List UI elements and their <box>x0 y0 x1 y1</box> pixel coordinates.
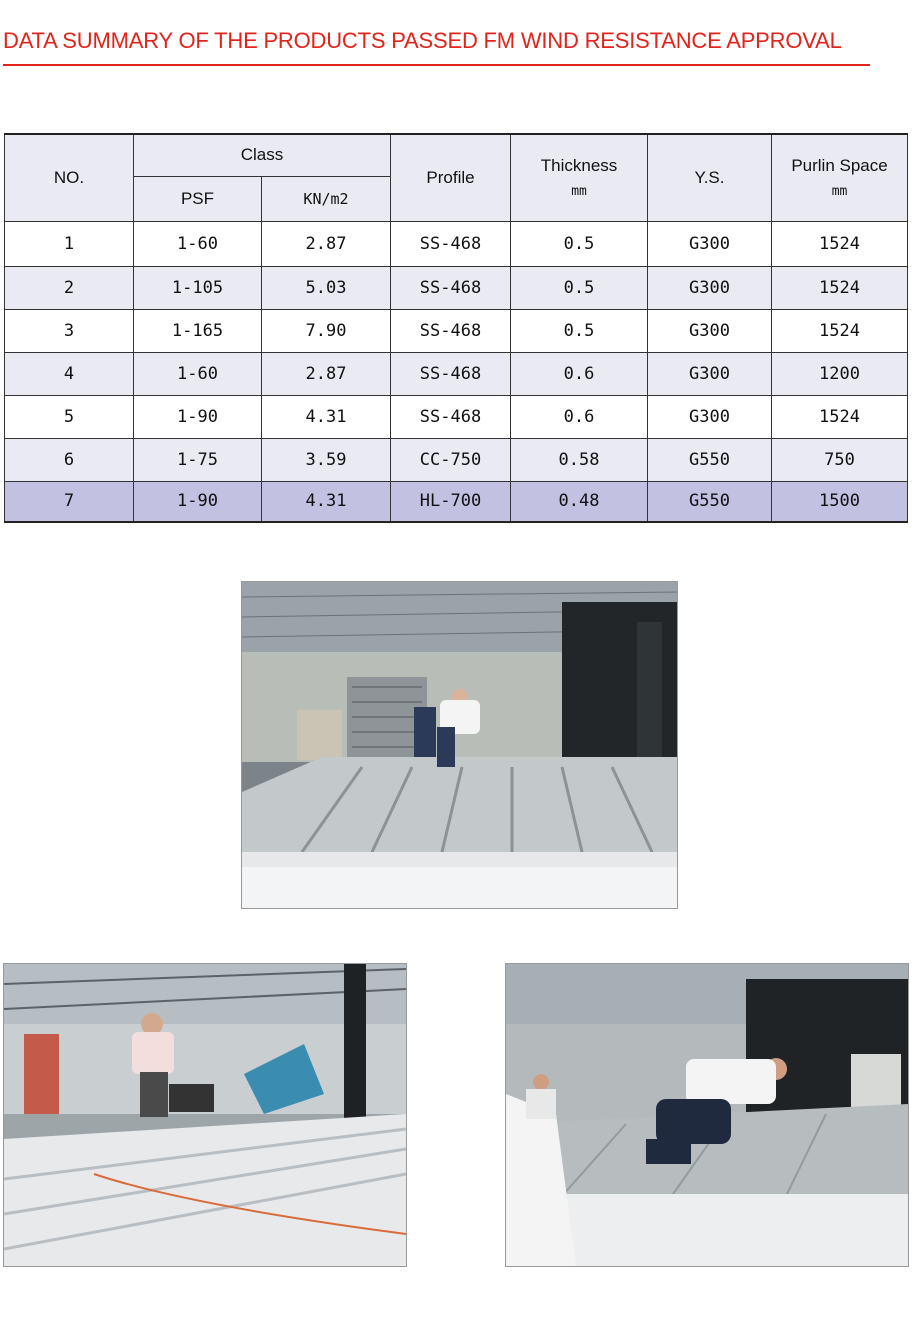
cell-thickness: 0.6 <box>511 395 648 438</box>
cell-kn: 4.31 <box>262 481 391 522</box>
header-profile: Profile <box>391 134 511 221</box>
panel-seaming-photo <box>3 963 407 1267</box>
cell-thickness: 0.6 <box>511 352 648 395</box>
cell-ys: G300 <box>648 309 772 352</box>
cell-purlin: 1524 <box>772 221 908 266</box>
cell-ys: G300 <box>648 266 772 309</box>
table-row <box>5 309 908 352</box>
header-kn: KN/m2 <box>262 176 391 221</box>
cell-no: 4 <box>5 352 134 395</box>
cell-no: 7 <box>5 481 134 522</box>
cell-purlin: 750 <box>772 438 908 481</box>
cell-profile: SS-468 <box>391 395 511 438</box>
cell-psf: 1-60 <box>134 352 262 395</box>
cell-purlin: 1524 <box>772 395 908 438</box>
table-row <box>5 352 908 395</box>
cell-kn: 2.87 <box>262 352 391 395</box>
cell-ys: G550 <box>648 481 772 522</box>
header-thickness-label: Thickness <box>540 156 618 176</box>
cell-psf: 1-60 <box>134 221 262 266</box>
header-purlin-label: Purlin Space <box>791 156 888 176</box>
cell-kn: 4.31 <box>262 395 391 438</box>
wind-resistance-table <box>4 133 908 523</box>
panel-seaming-image <box>4 964 406 1266</box>
header-thickness-unit: mm <box>571 184 587 200</box>
page-title: DATA SUMMARY OF THE PRODUCTS PASSED FM WIND RESISTANCE APPROVAL <box>3 28 842 53</box>
cell-ys: G300 <box>648 352 772 395</box>
cell-psf: 1-90 <box>134 481 262 522</box>
cell-profile: HL-700 <box>391 481 511 522</box>
cell-psf: 1-90 <box>134 395 262 438</box>
cell-psf: 1-75 <box>134 438 262 481</box>
cell-ys: G300 <box>648 395 772 438</box>
cell-no: 5 <box>5 395 134 438</box>
cell-thickness: 0.58 <box>511 438 648 481</box>
table-row <box>5 221 908 266</box>
cell-thickness: 0.48 <box>511 481 648 522</box>
header-ys: Y.S. <box>648 134 772 221</box>
panel-inspection-photo <box>505 963 909 1267</box>
cell-purlin: 1524 <box>772 266 908 309</box>
cell-profile: SS-468 <box>391 266 511 309</box>
cell-ys: G550 <box>648 438 772 481</box>
cell-thickness: 0.5 <box>511 221 648 266</box>
cell-purlin: 1200 <box>772 352 908 395</box>
header-psf: PSF <box>134 176 262 221</box>
cell-ys: G300 <box>648 221 772 266</box>
header-thickness <box>511 134 648 221</box>
cell-profile: SS-468 <box>391 221 511 266</box>
cell-purlin: 1524 <box>772 309 908 352</box>
cell-profile: SS-468 <box>391 309 511 352</box>
roof-panel-install-photo <box>241 581 678 909</box>
cell-kn: 7.90 <box>262 309 391 352</box>
cell-profile: CC-750 <box>391 438 511 481</box>
cell-profile: SS-468 <box>391 352 511 395</box>
cell-psf: 1-165 <box>134 309 262 352</box>
title-divider <box>3 64 870 66</box>
cell-kn: 2.87 <box>262 221 391 266</box>
cell-thickness: 0.5 <box>511 309 648 352</box>
cell-purlin: 1500 <box>772 481 908 522</box>
cell-kn: 5.03 <box>262 266 391 309</box>
cell-kn: 3.59 <box>262 438 391 481</box>
cell-no: 6 <box>5 438 134 481</box>
cell-thickness: 0.5 <box>511 266 648 309</box>
header-class: Class <box>134 134 391 176</box>
panel-inspection-image <box>506 964 908 1266</box>
header-purlin <box>772 134 908 221</box>
cell-no: 3 <box>5 309 134 352</box>
table-row <box>5 395 908 438</box>
table-row <box>5 438 908 481</box>
header-no: NO. <box>5 134 134 221</box>
roof-panel-install-image <box>242 582 677 908</box>
header-purlin-unit: mm <box>831 184 848 200</box>
table-row <box>5 266 908 309</box>
cell-no: 1 <box>5 221 134 266</box>
cell-no: 2 <box>5 266 134 309</box>
table-row <box>5 481 908 522</box>
cell-psf: 1-105 <box>134 266 262 309</box>
